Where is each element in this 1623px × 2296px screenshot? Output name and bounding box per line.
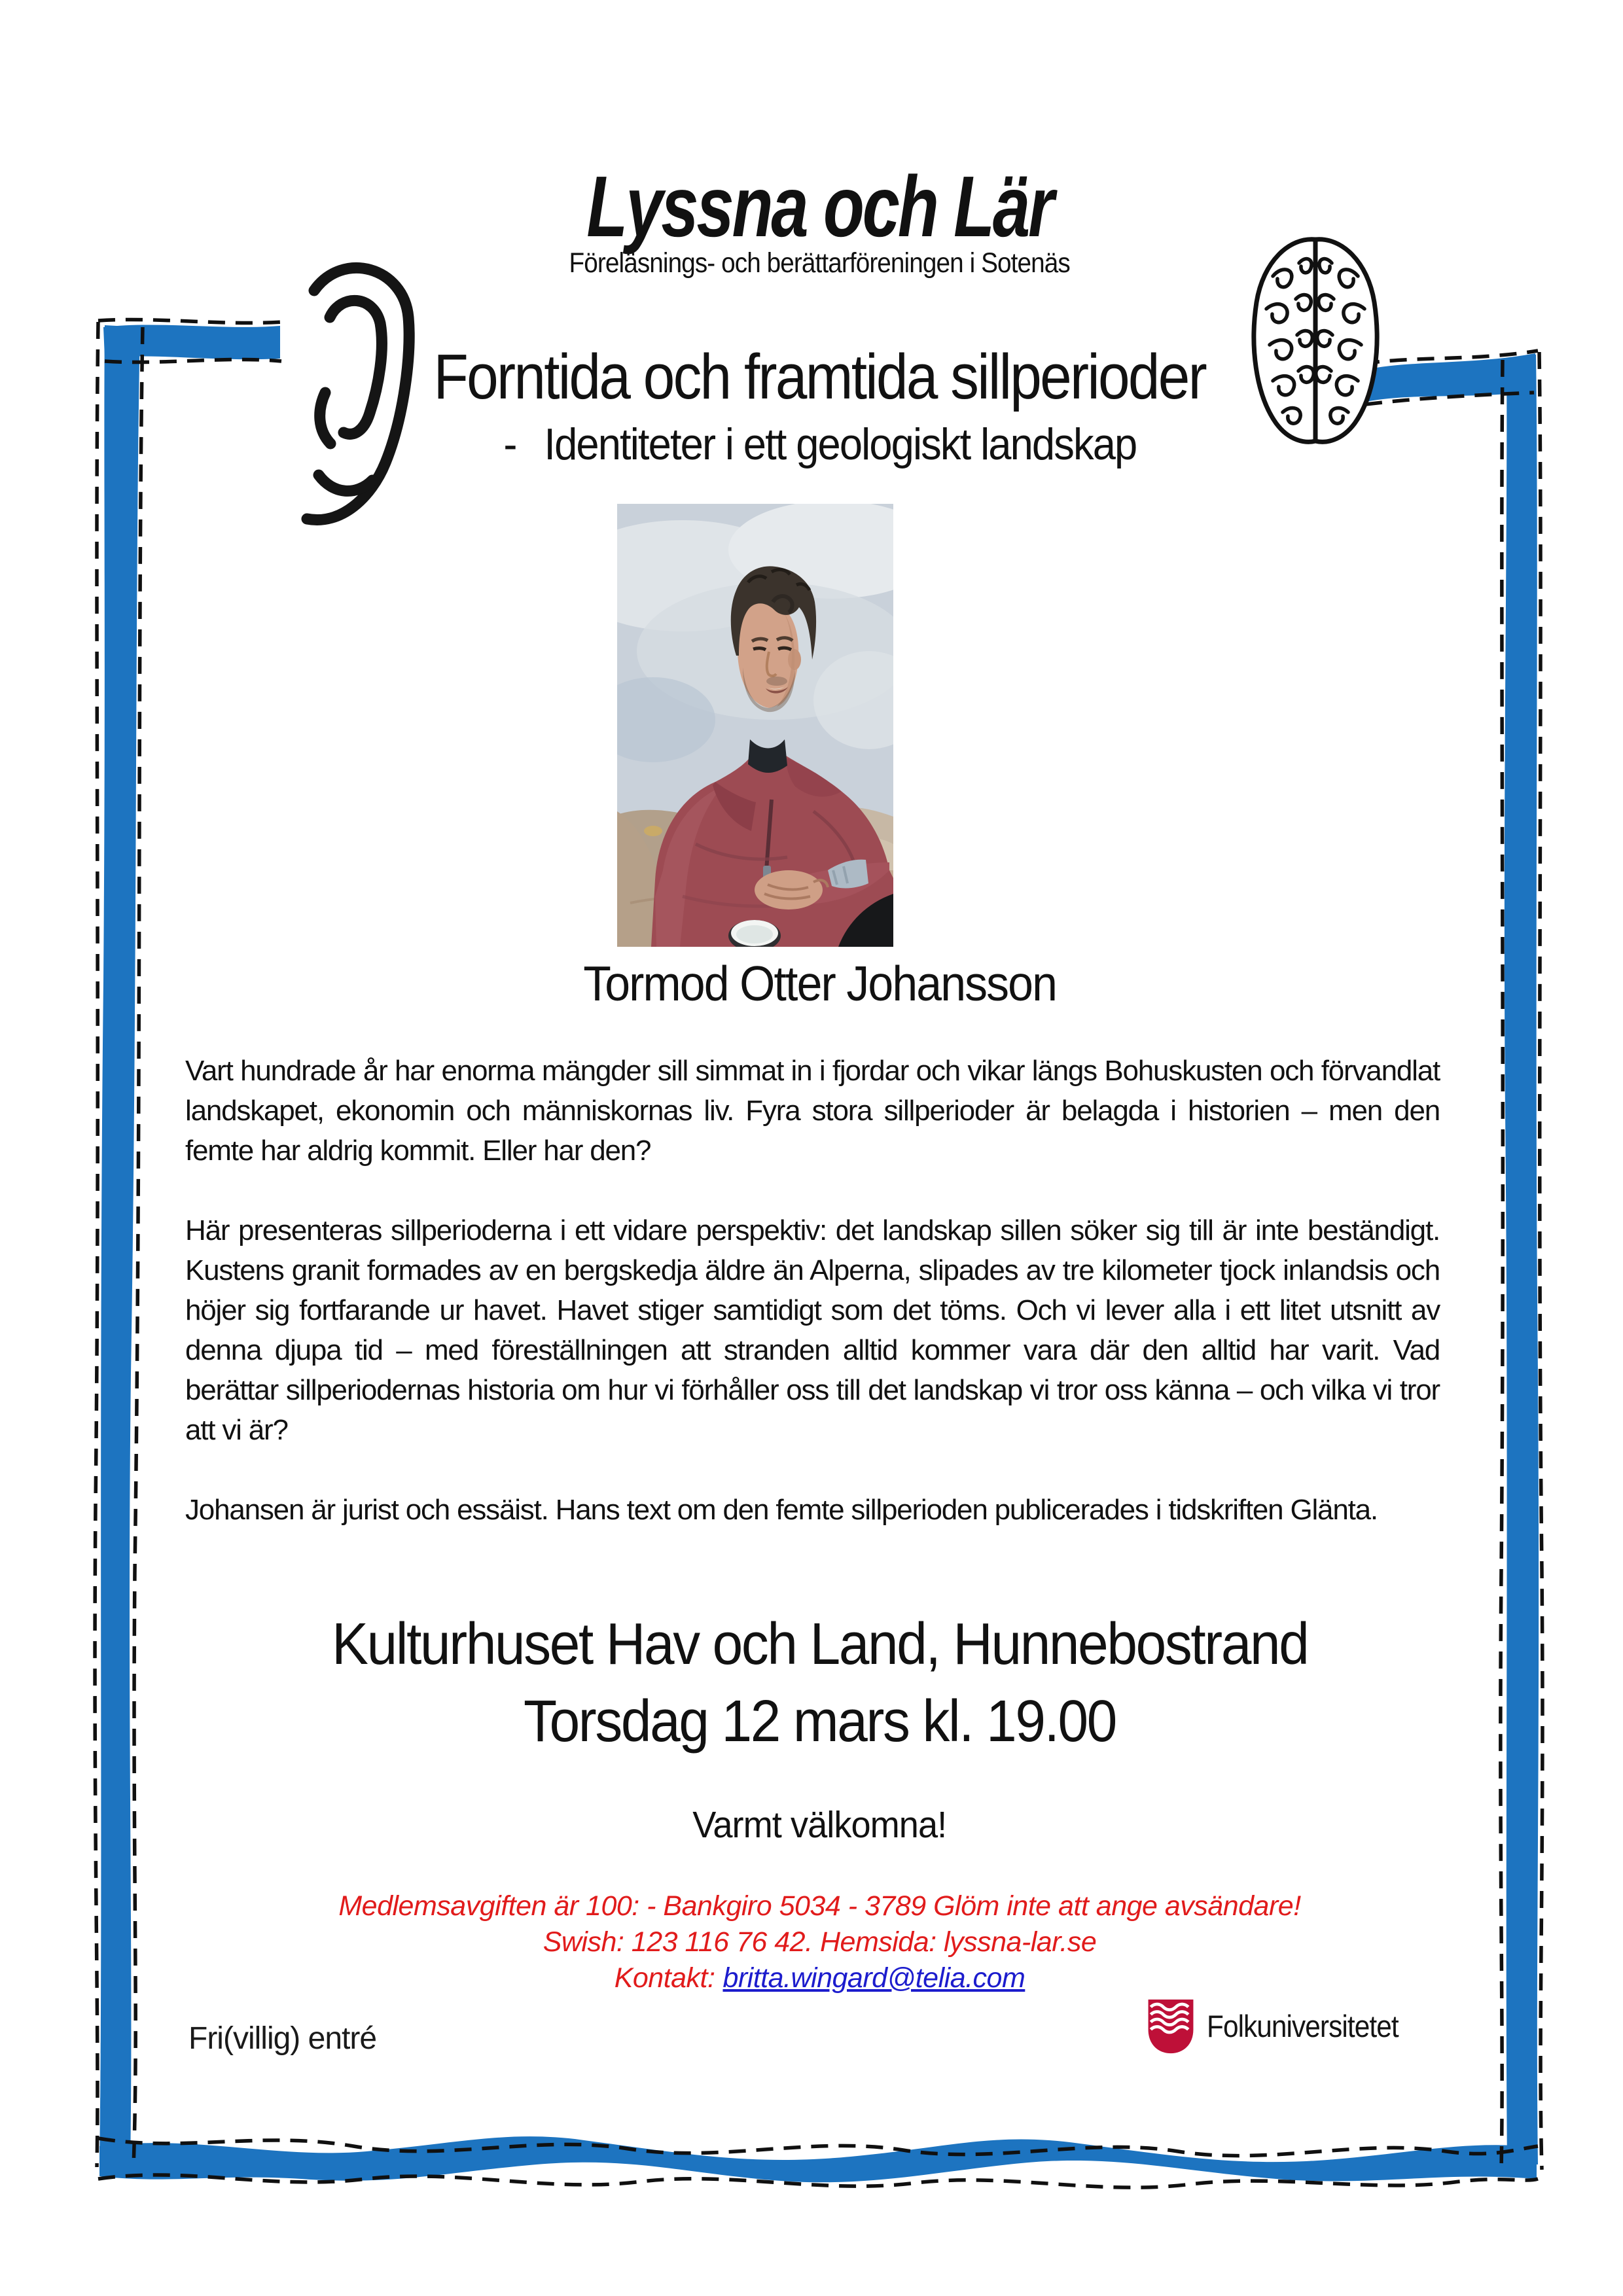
entry-note: Fri(villig) entré: [188, 2021, 377, 2056]
speaker-photo: [617, 504, 893, 947]
folkuniversitetet-logo: [1145, 1997, 1419, 2055]
org-subtitle: Föreläsnings- och berättarföreningen i Sotenäs: [569, 247, 1071, 279]
paragraph-2: Här presenteras sillperioderna i ett vidare perspektiv: det landskap sillen söker sig till är inte beständigt. Kustens granit formades av en bergskedja äldre än Alperna, slipades av tre kilometer tjock inlandsis och höjer sig fortfarande ur havet. Havet stiger samtidigt som det töms. Och vi lever alla i ett litet utsnitt av denna djupa tid – med föreställningen att stranden alltid kommer vara där den alltid har varit. Vad berättar sillperiodernas historia om hur vi förhåller oss till det landskap vi tror oss känna – och vilka vi tror att vi är?: [185, 1214, 1440, 1446]
talk-subtitle-inner: [503, 419, 1136, 470]
talk-title-row: [105, 340, 1535, 414]
page-title: Lyssna och Lär: [586, 158, 1053, 255]
welcome-line: Varmt välkomna!: [692, 1804, 947, 1846]
contact-email-link[interactable]: britta.wingard@telia.com: [722, 1962, 1026, 1994]
datetime-row: [105, 1688, 1535, 1756]
folkuniversitetet-shield-icon: [1145, 1997, 1196, 2055]
venue-row: [105, 1611, 1535, 1678]
venue-line: Kulturhuset Hav och Land, Hunnebostrand: [331, 1612, 1308, 1677]
talk-subtitle-row: [105, 419, 1535, 470]
folkuniversitetet-wordmark: Folkuniversitetet: [1207, 2008, 1399, 2043]
paragraph-1: Vart hundrade år har enorma mängder sill simmat in i fjordar och vikar längs Bohuskusten och förvandlat landskapet, ekonomin och människornas liv. Fyra stora sillperioder är belagda i historien – men den femte har aldrig kommit. Eller har den?: [185, 1055, 1440, 1167]
footer-notes: [105, 1888, 1535, 1996]
datetime-line: Torsdag 12 mars kl. 19.00: [524, 1689, 1116, 1754]
contact-note: [105, 1960, 1535, 1996]
talk-title: Forntida och framtida sillperioder: [433, 341, 1206, 412]
speaker-row: [105, 955, 1535, 1012]
brain-icon: [1243, 230, 1387, 449]
talk-subtitle-dash: -: [503, 419, 516, 469]
welcome-row: [105, 1803, 1535, 1846]
body-text: [185, 1051, 1440, 1570]
paragraph-3: Johansen är jurist och essäist. Hans text om den femte sillperioden publicerades i tidskriften Glänta.: [185, 1494, 1378, 1526]
speaker-name: Tormod Otter Johansson: [583, 956, 1056, 1011]
contact-label: Kontakt:: [614, 1962, 715, 1994]
fee-note: Medlemsavgiften är 100: - Bankgiro 5034 - 3789 Glöm inte att ange avsändare!: [338, 1890, 1301, 1922]
talk-subtitle: Identiteter i ett geologiskt landskap: [544, 419, 1136, 469]
entry-row: [188, 2021, 376, 2057]
swish-note: Swish: 123 116 76 42. Hemsida: lyssna-lar.se: [543, 1926, 1097, 1958]
